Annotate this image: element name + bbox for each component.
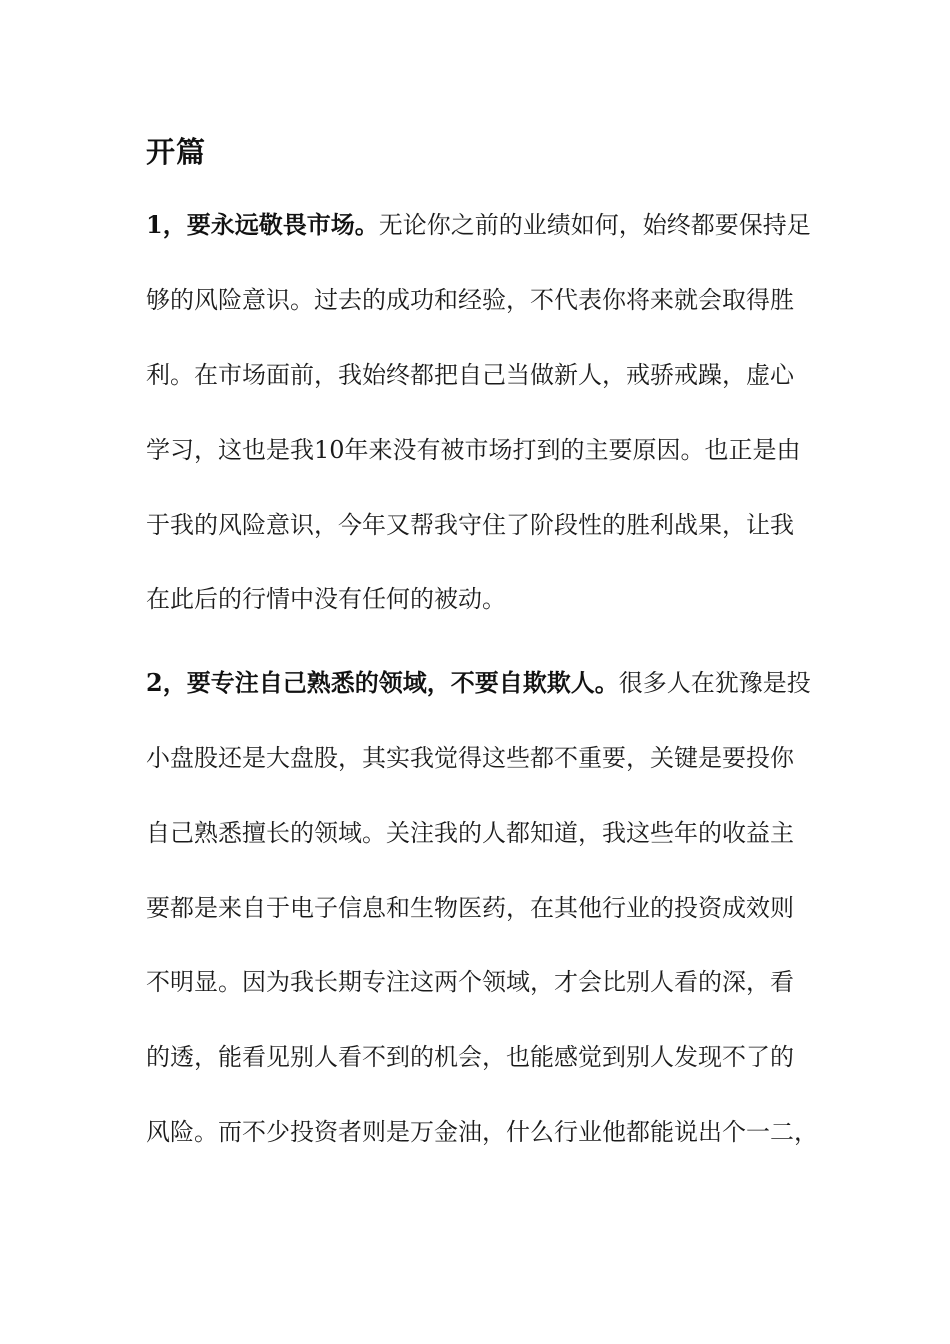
- section-2-line-2: 小盘股还是大盘股，其实我觉得这些都不重要，关键是要投你: [146, 744, 794, 772]
- section-1-line-4: 学习，这也是我10年来没有被市场打到的主要原因。也正是由: [146, 436, 801, 464]
- section-1-heading: 1，要永远敬畏市场。: [146, 210, 379, 239]
- section-2-heading: 2，要专注自己熟悉的领域，不要自欺欺人。: [146, 668, 619, 697]
- section-2-line-6: 的透，能看见别人看不到的机会，也能感觉到别人发现不了的: [146, 1043, 794, 1071]
- section-1-line-6: 在此后的行情中没有任何的被动。: [146, 585, 506, 613]
- section-1-line-1-text: 无论你之前的业绩如何，始终都要保持足: [378, 211, 811, 239]
- section-2-line-4: 要都是来自于电子信息和生物医药，在其他行业的投资成效则: [146, 894, 794, 922]
- section-1-line-3: 利。在市场面前，我始终都把自己当做新人，戒骄戒躁，虚心: [146, 361, 794, 389]
- section-1-line-1: [146, 207, 811, 243]
- section-2-line-7: 风险。而不少投资者则是万金油，什么行业他都能说出个一二，: [146, 1118, 818, 1146]
- section-2-line-1-text: 很多人在犹豫是投: [618, 669, 811, 697]
- page-title: 开篇: [146, 135, 207, 169]
- section-2-line-1: [146, 665, 811, 701]
- section-1-line-2: 够的风险意识。过去的成功和经验，不代表你将来就会取得胜: [146, 286, 794, 314]
- section-2-line-5: 不明显。因为我长期专注这两个领域，才会比别人看的深，看: [146, 968, 794, 996]
- section-1-line-5: 于我的风险意识，今年又帮我守住了阶段性的胜利战果，让我: [146, 511, 794, 539]
- section-2-line-3: 自己熟悉擅长的领域。关注我的人都知道，我这些年的收益主: [146, 819, 794, 847]
